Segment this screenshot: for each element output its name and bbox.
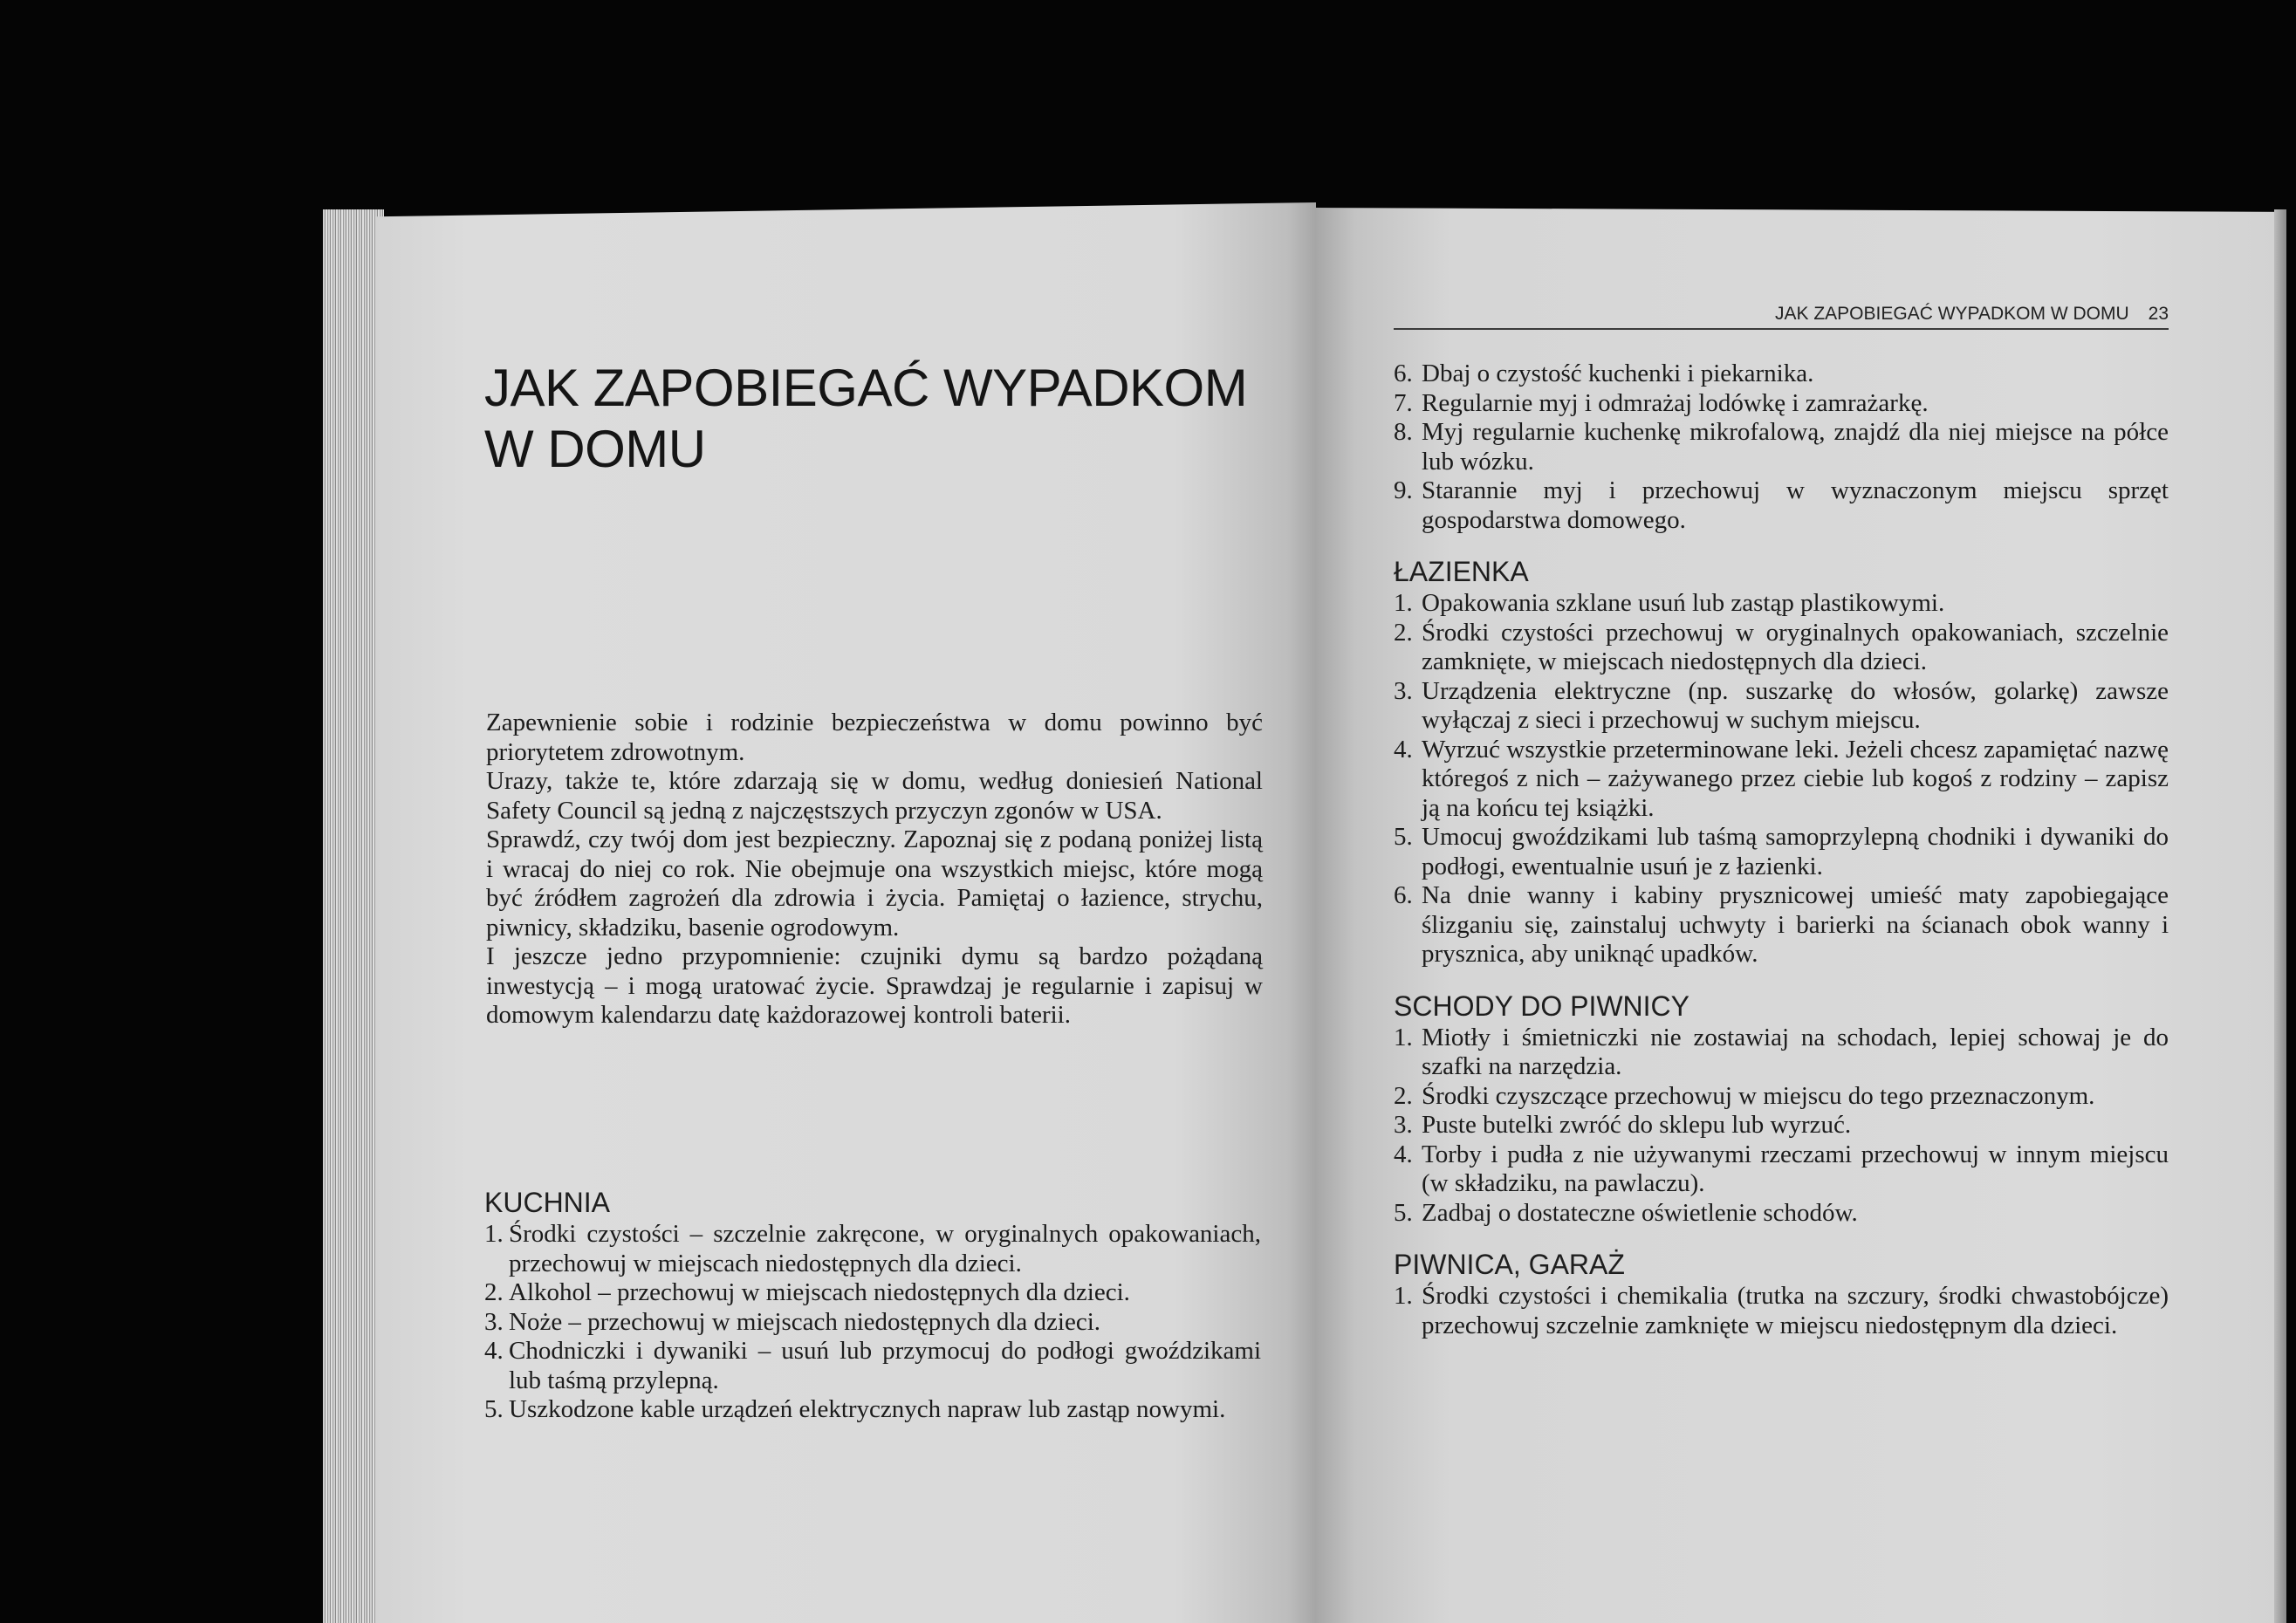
item-text: Zadbaj o dostateczne oświetlenie schodów. <box>1422 1198 1858 1227</box>
item-text: Środki czyszczące przechowuj w miejscu do tego przeznaczonym. <box>1422 1081 2095 1110</box>
chapter-title-line-2: W DOMU <box>484 420 706 478</box>
item-text: Regularnie myj i odmrażaj lodówkę i zamrażarkę. <box>1422 388 1929 417</box>
item-text: Dbaj o czystość kuchenki i piekarnika. <box>1422 360 1814 387</box>
list-item <box>1394 677 2169 736</box>
item-number: 3. <box>1394 676 1413 705</box>
list-item <box>1394 1082 2169 1112</box>
item-text: Uszkodzone kable urządzeń elektrycznych napraw lub zastąp nowymi. <box>509 1395 1226 1423</box>
section-heading-piwnica: PIWNICA, GARAŻ <box>1394 1249 1625 1280</box>
item-number: 1. <box>1394 589 1413 617</box>
item-text: Myj regularnie kuchenkę mikrofalową, znajdź dla niej miejsce na półce lub wózku. <box>1422 418 2169 476</box>
item-text: Środki czystości przechowuj w oryginalnych opakowaniach, szczelnie zamknięte, w miejscach niedostępnych dla dzieci. <box>1422 618 2169 675</box>
list-item <box>1394 589 2169 619</box>
list-item <box>1394 823 2169 881</box>
running-head-title: JAK ZAPOBIEGAĆ WYPADKOM W DOMU <box>1774 304 2129 324</box>
item-text: Na dnie wanny i kabiny prysznicowej umieść maty zapobiegające ślizganiu się, zainstaluj uchwyty i barierki na ścianach obok wanny i prysznica, aby uniknąć upadków. <box>1422 881 2169 968</box>
list-item <box>1394 360 2169 389</box>
section-heading-schody: SCHODY DO PIWNICY <box>1394 990 1689 1022</box>
page-edges <box>323 209 384 1623</box>
item-number: 5. <box>484 1395 504 1423</box>
running-head <box>1394 304 2169 330</box>
item-text: Umocuj gwoździkami lub taśmą samoprzylepną chodniki i dywaniki do podłogi, ewentualnie usuń je z łazienki. <box>1422 823 2169 880</box>
item-text: Środki czystości i chemikalia (trutka na szczury, środki chwastobójcze) przechowuj szczelnie zamknięte w miejscu niedostępnym dla dzieci. <box>1422 1282 2169 1339</box>
item-text: Torby i pudła z nie używanymi rzeczami przechowuj w innym miejscu (w składziku, na pawlaczu). <box>1422 1140 2169 1197</box>
list-item <box>1394 1111 2169 1140</box>
list-item <box>1394 418 2169 476</box>
item-text: Chodniczki i dywaniki – usuń lub przymocuj do podłogi gwoździkami lub taśmą przylepną. <box>509 1337 1261 1394</box>
list-item <box>1394 881 2169 969</box>
item-text: Starannie myj i przechowuj w wyznaczonym miejscu sprzęt gospodarstwa domowego. <box>1422 476 2169 534</box>
item-number: 2. <box>1394 1081 1413 1110</box>
item-number: 8. <box>1394 418 1413 446</box>
list-item <box>1394 1199 2169 1229</box>
section-heading-kuchnia: KUCHNIA <box>484 1187 611 1218</box>
list-item <box>484 1308 1261 1338</box>
right-column <box>1394 360 2169 1340</box>
list-item <box>1394 389 2169 419</box>
intro-paragraph: Zapewnienie sobie i rodzinie bezpieczeństwa w domu powinno być priorytetem zdrowotnym. <box>486 709 1263 766</box>
section-heading-lazienka: ŁAZIENKA <box>1394 556 1529 587</box>
list-item <box>484 1278 1261 1308</box>
list-item <box>1394 1140 2169 1199</box>
item-text: Puste butelki zwróć do sklepu lub wyrzuć. <box>1422 1111 1852 1139</box>
piwnica-list <box>1394 1282 2169 1340</box>
item-number: 1. <box>1394 1023 1413 1051</box>
item-number: 9. <box>1394 476 1413 504</box>
item-number: 3. <box>484 1307 504 1336</box>
lazienka-list <box>1394 589 2169 969</box>
section-kuchnia <box>484 1185 1261 1425</box>
chapter-title-line-1: JAK ZAPOBIEGAĆ WYPADKOM <box>484 359 1248 417</box>
item-text: Noże – przechowuj w miejscach niedostępnych dla dzieci. <box>509 1307 1101 1336</box>
intro-paragraph: I jeszcze jedno przypomnienie: czujniki dymu są bardzo pożądaną inwestycją – i mogą uratować życie. Sprawdzaj je regularnie i zapisuj w domowym kalendarzu datę każdorazowej kontroli baterii. <box>486 942 1263 1029</box>
page-number: 23 <box>2148 304 2169 324</box>
item-text: Urządzenia elektryczne (np. suszarkę do włosów, golarkę) zawsze wyłączaj z sieci i przechowuj w suchym miejscu. <box>1422 676 2169 734</box>
item-number: 7. <box>1394 388 1413 417</box>
item-number: 2. <box>1394 618 1413 647</box>
item-text: Opakowania szklane usuń lub zastąp plastikowymi. <box>1422 589 1945 617</box>
kuchnia-list <box>484 1220 1261 1425</box>
item-number: 6. <box>1394 881 1413 909</box>
item-number: 3. <box>1394 1111 1413 1139</box>
item-number: 4. <box>1394 735 1413 764</box>
item-number: 1. <box>1394 1282 1413 1310</box>
list-item <box>484 1220 1261 1278</box>
schody-list <box>1394 1024 2169 1229</box>
list-item <box>484 1337 1261 1395</box>
intro-paragraph: Urazy, także te, które zdarzają się w domu, według doniesień National Safety Council są jedną z najczęstszych przyczyn zgonów w USA. <box>486 767 1263 825</box>
item-text: Alkohol – przechowuj w miejscach niedostępnych dla dzieci. <box>509 1278 1130 1306</box>
item-number: 6. <box>1394 360 1413 387</box>
item-number: 5. <box>1394 1198 1413 1227</box>
item-number: 1. <box>484 1220 504 1248</box>
item-number: 2. <box>484 1278 504 1306</box>
list-item <box>1394 1024 2169 1082</box>
item-text: Środki czystości – szczelnie zakręcone, w oryginalnych opakowaniach, przechowuj w miejscach niedostępnych dla dzieci. <box>509 1220 1261 1277</box>
right-page-edge <box>2274 209 2286 1623</box>
list-item <box>1394 1282 2169 1340</box>
list-item <box>1394 476 2169 535</box>
list-item <box>1394 619 2169 677</box>
list-item <box>1394 736 2169 824</box>
list-item <box>484 1395 1261 1425</box>
item-number: 4. <box>484 1337 504 1365</box>
kuchnia-continued-list <box>1394 360 2169 535</box>
item-number: 4. <box>1394 1140 1413 1168</box>
intro-paragraph: Sprawdź, czy twój dom jest bezpieczny. Zapoznaj się z podaną poniżej listą i wracaj do niej co rok. Nie obejmuje ona wszystkich miejsc, które mogą być źródłem zagrożeń dla zdrowia i życia. Pamiętaj o łazience, strychu, piwnicy, składziku, basenie ogrodowym. <box>486 825 1263 942</box>
item-text: Miotły i śmietniczki nie zostawiaj na schodach, lepiej schowaj je do szafki na narzędzia. <box>1422 1023 2169 1080</box>
item-number: 5. <box>1394 823 1413 851</box>
intro-text <box>486 709 1263 1031</box>
chapter-title <box>484 358 1270 480</box>
item-text: Wyrzuć wszystkie przeterminowane leki. Jeżeli chcesz zapamiętać nazwę któregoś z nich – zażywanego przez ciebie lub kogoś z rodziny – zapisz ją na końcu tej książki. <box>1422 735 2169 822</box>
